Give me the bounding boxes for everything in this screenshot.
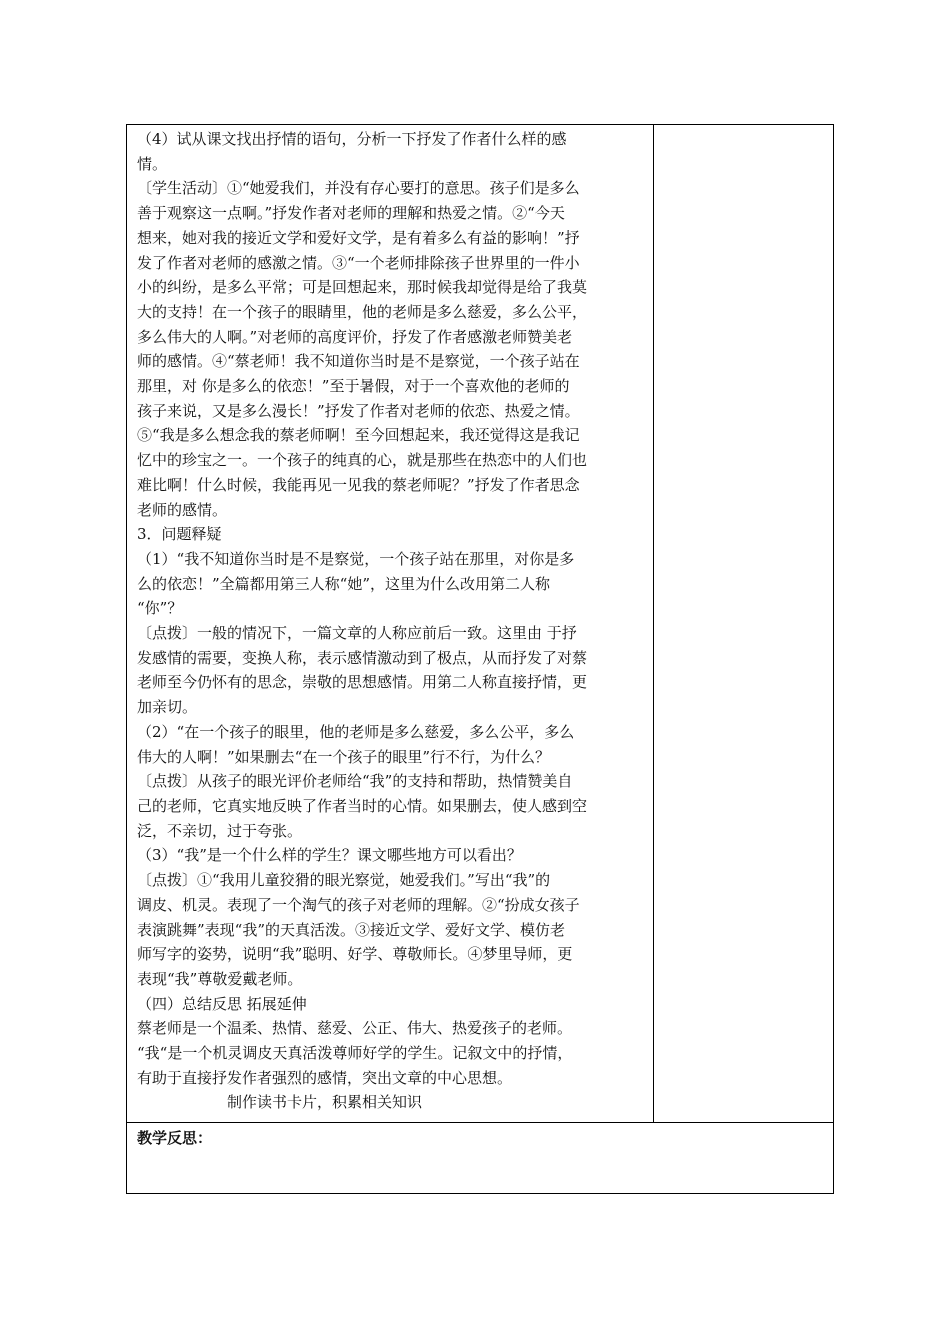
- student-activity: 〔学生活动〕①“她爱我们，并没有存心要打的意思。孩子们是多么 善于观察这一点啊。”抒发作者对老师的理解和热爱之情。②“今天 想来，她对我的接近文学和爱好文学，是有着多么有益的影响！”抒 发了作者对老师的感激之情。③“一个老师排除孩子世界里的一件小 小的纠纷，是多么平常；可是回想起来，那时候我却觉得是给了我莫 大的支持！在一个孩子的眼睛里，他的老师是多么慈爱，多么公平， 多么伟大的人啊。”对老师的高度评价，抒发了作者感激老师赞美老 师的感情。④“蔡老师！我不知道你当时是不是察觉，一个孩子站在 那里，对 你是多么的依恋！”至于暑假，对于一个喜欢他的老师的 孩子来说，又是多么漫长！”抒发了作者对老师的依恋、热爱之情。 ⑤“我是多么想念我的蔡老师啊！至今回想起来，我还觉得这是我记 忆中的珍宝之一。一个孩子的纯真的心，就是那些在热恋中的人们也 难比啊！什么时候，我能再见一见我的蔡老师呢？”抒发了作者思念 老师的感情。: [137, 179, 588, 519]
- hint-1: 〔点拨〕一般的情况下，一篇文章的人称应前后一致。这里由 于抒 发感情的需要，变换人称，表示感情激动到了极点，从而抒发了对蔡 老师至今仍怀有的思念，崇敬的思想感情。用第二人称直接抒情，更 加亲切。: [137, 624, 588, 717]
- question-4: （4）试从课文找出抒情的语句，分析一下抒发了作者什么样的感 情。: [137, 130, 567, 173]
- question-3: （3）“我”是一个什么样的学生？课文哪些地方可以看出？: [137, 846, 522, 865]
- summary-text: 蔡老师是一个温柔、热情、慈爱、公正、伟大、热爱孩子的老师。 “我“是一个机灵调皮天真活泼尊师好学的学生。记叙文中的抒情， 有助于直接抒发作者强烈的感情，突出文章的中心思想。: [137, 1019, 573, 1087]
- reflection-label: 教学反思：: [137, 1129, 213, 1147]
- homework-text: 制作读书卡片，积累相关知识: [227, 1093, 423, 1112]
- reflection-cell: [127, 1123, 833, 1193]
- lesson-plan-table: [126, 124, 834, 1194]
- question-2: （2）“在一个孩子的眼里，他的老师是多么慈爱，多么公平，多么 伟大的人啊！”如果删去“在一个孩子的眼里”行不行，为什么？: [137, 722, 575, 766]
- question-1: （1）“我不知道你当时是不是察觉，一个孩子站在那里，对你是多 么的依恋！”全篇都用第三人称“她”，这里为什么改用第二人称 “你”？: [137, 549, 575, 618]
- section-heading-3: 3．问题释疑: [137, 525, 222, 544]
- section-heading-summary: （四）总结反思 拓展延伸: [137, 994, 307, 1013]
- lesson-content-cell: [127, 125, 654, 1123]
- hint-3: 〔点拨〕①“我用儿童狡猾的眼光察觉，她爱我们。”写出“我”的 调皮、机灵。表现了一个淘气的孩子对老师的理解。②“扮成女孩子 表演跳舞”表现“我”的天真活泼。③接近文学、爱好文学、模仿老 师写字的姿势，说明“我”聪明、好学、尊敬师长。④梦里导师，更 表现“我”尊敬爱戴老师。: [137, 871, 580, 988]
- side-notes-cell: [654, 125, 833, 1123]
- hint-2: 〔点拨〕从孩子的眼光评价老师给“我”的支持和帮助，热情赞美自 己的老师，它真实地反映了作者当时的心情。如果删去，使人感到空 泛，不亲切，过于夸张。: [137, 772, 588, 840]
